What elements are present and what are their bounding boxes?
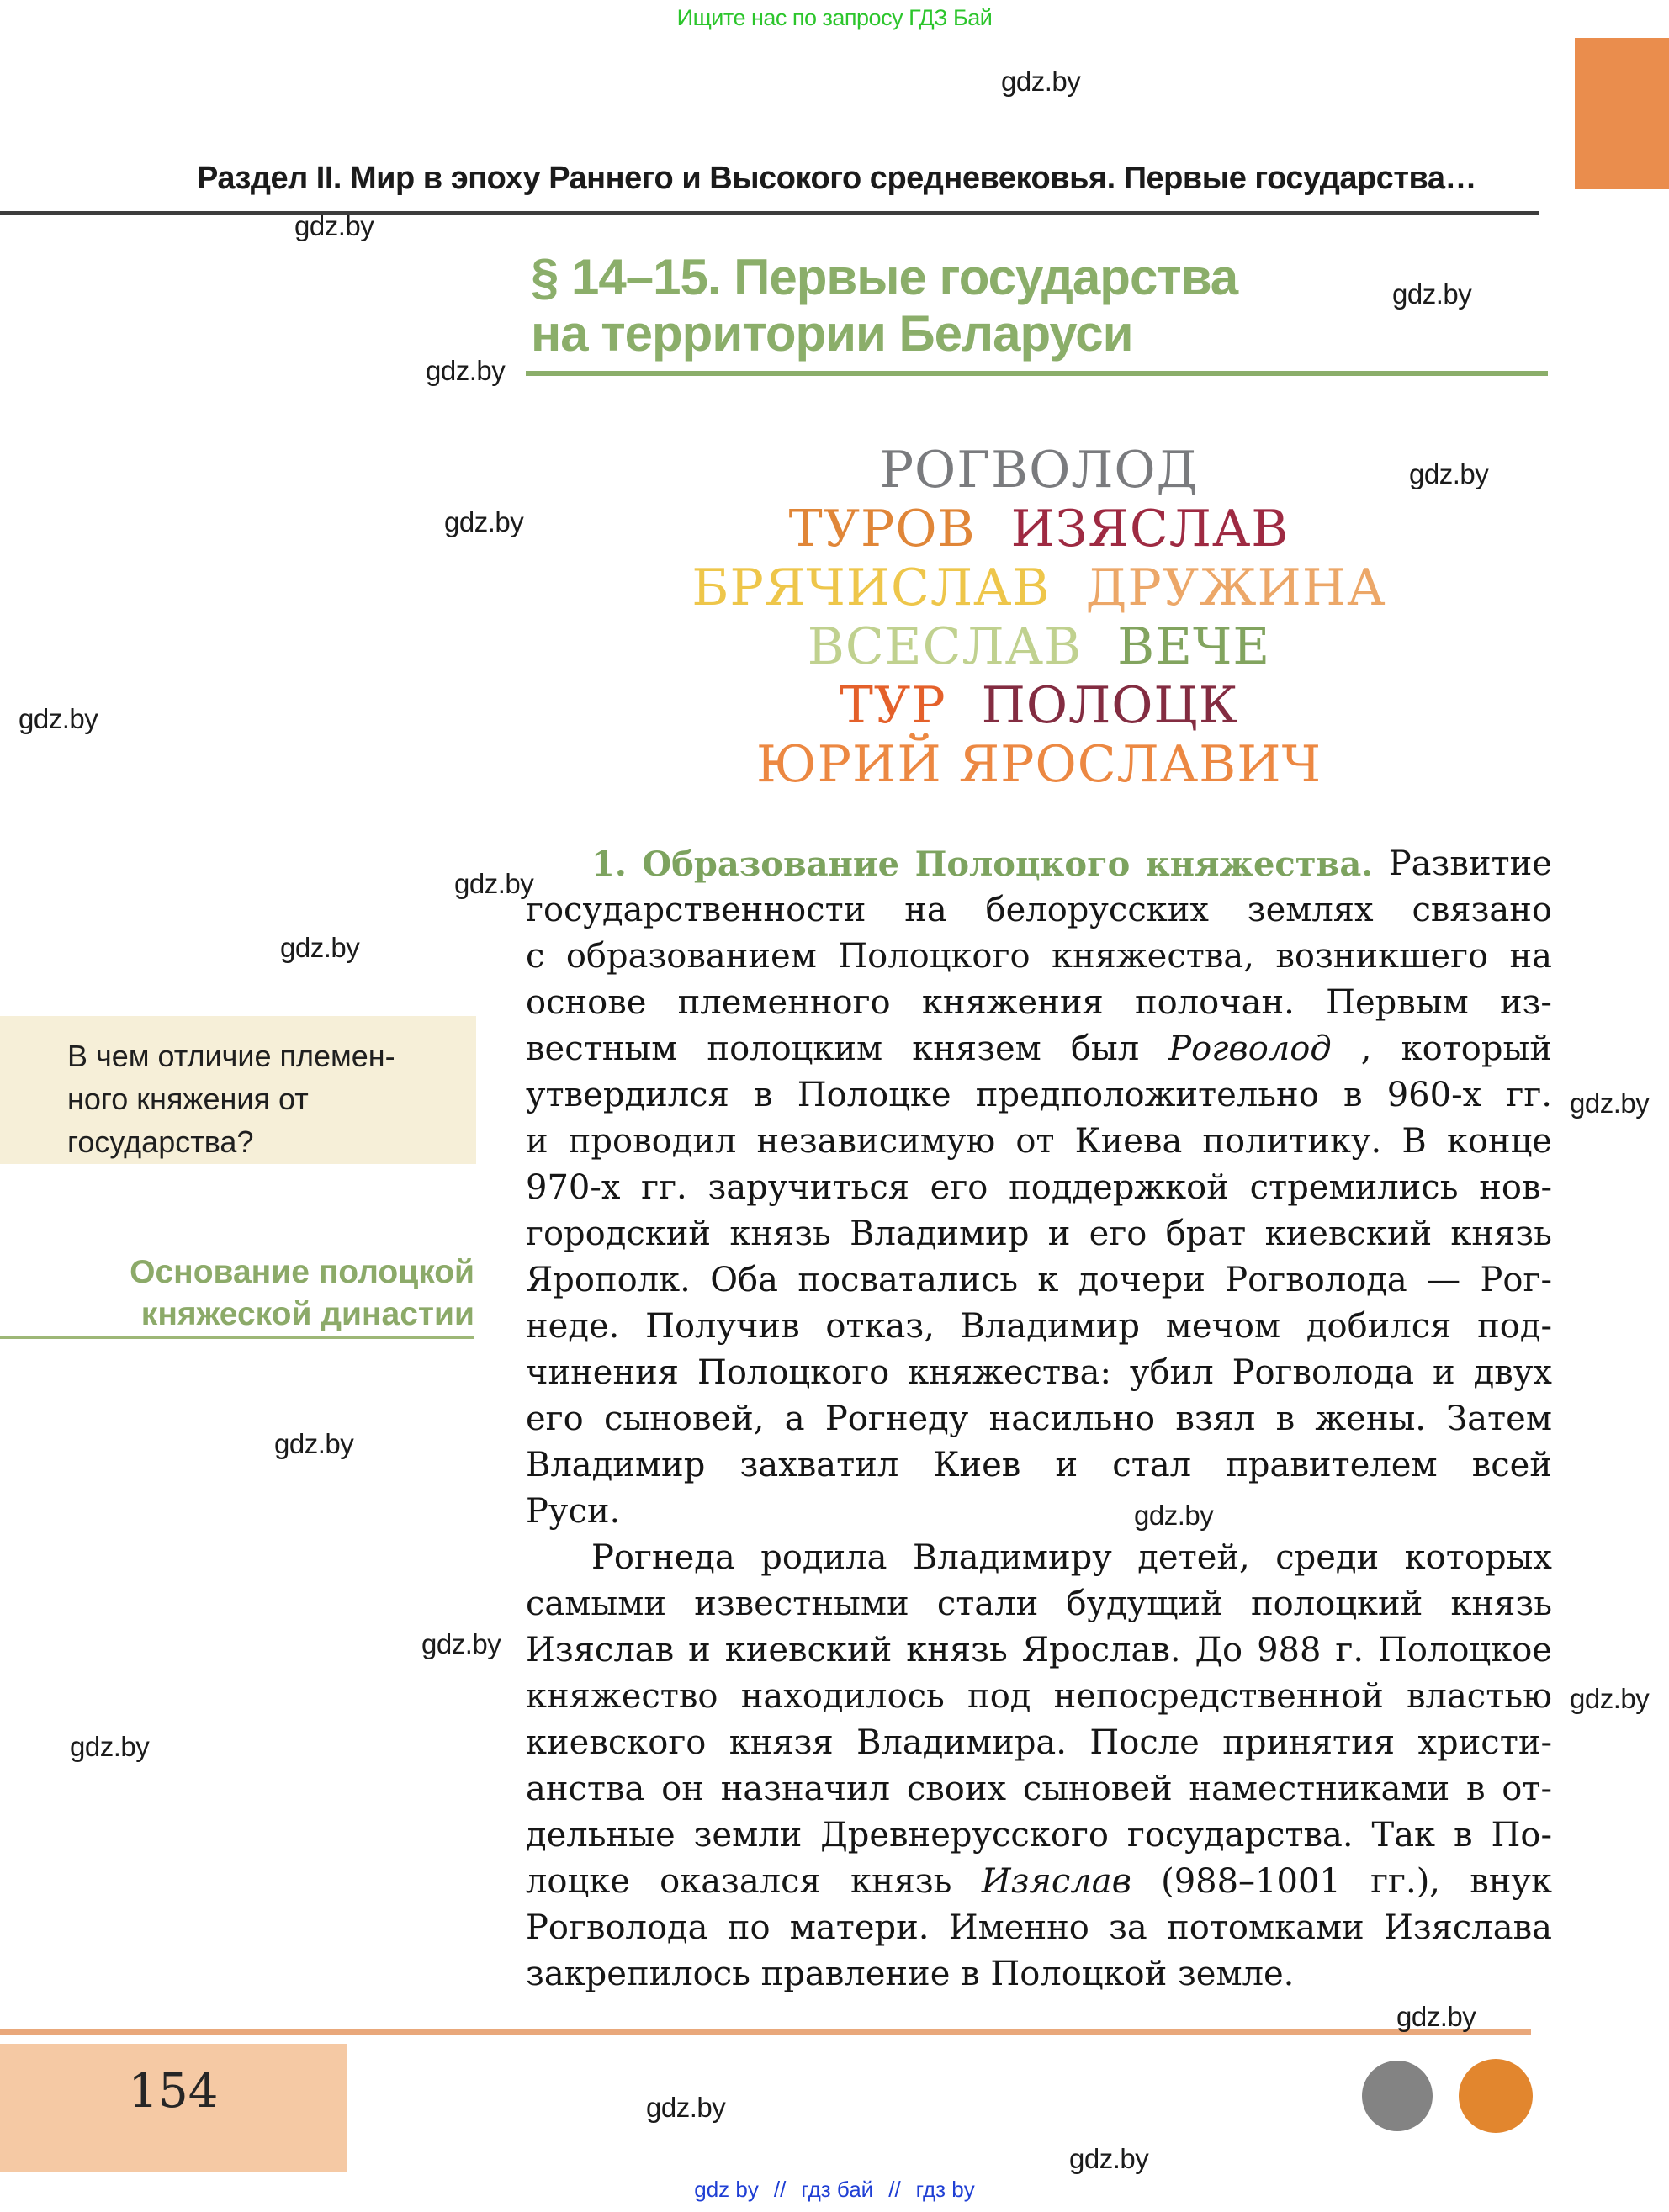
body-word: по xyxy=(727,1908,771,1947)
gdz-watermark: gdz.by xyxy=(1001,66,1081,97)
cloud-word: ТУР xyxy=(839,676,946,735)
body-word: (988–1001 xyxy=(1161,1862,1341,1901)
body-line xyxy=(526,1396,1552,1442)
gdz-watermark: gdz.by xyxy=(646,2092,726,2123)
gdz-watermark: gdz.by xyxy=(19,703,98,734)
body-word: он xyxy=(661,1770,704,1808)
body-line xyxy=(526,1905,1552,1951)
body-word: в xyxy=(1343,1076,1363,1114)
body-word: поддержкой xyxy=(1009,1168,1229,1207)
body-word: дочери xyxy=(1078,1261,1205,1299)
margin-heading xyxy=(0,1252,474,1336)
gdz-watermark: gdz.by xyxy=(1570,1683,1650,1714)
body-word: Именно xyxy=(948,1908,1089,1947)
cloud-row xyxy=(526,500,1552,558)
body-word: стал xyxy=(1112,1446,1192,1484)
gdz-watermark: gdz.by xyxy=(421,1628,501,1659)
body-word: связано xyxy=(1412,891,1552,929)
body-word: Владимира. xyxy=(856,1723,1067,1762)
body-word: княжения xyxy=(921,983,1104,1022)
body-line xyxy=(526,1350,1552,1396)
body-line xyxy=(526,1119,1552,1165)
body-word: Рогволода xyxy=(526,1908,708,1947)
margin-heading-line: княжеской династии xyxy=(140,1296,474,1332)
body-word: полочан. xyxy=(1134,983,1295,1022)
body-text xyxy=(526,841,1552,1998)
body-word: из- xyxy=(1499,983,1552,1022)
body-word: в xyxy=(1465,1770,1486,1808)
body-word: и xyxy=(688,1631,711,1670)
body-subheading-word: Полоцкого xyxy=(914,844,1131,884)
body-word: После xyxy=(1089,1723,1200,1762)
body-word: в xyxy=(754,1076,773,1114)
gdz-watermark: gdz.by xyxy=(1396,2001,1476,2032)
body-word: Полоцкого xyxy=(697,1353,890,1392)
body-line xyxy=(526,1072,1552,1119)
body-word: в xyxy=(961,1955,980,1993)
body-word: княжества, xyxy=(1051,937,1254,976)
body-word: на xyxy=(1509,937,1552,976)
body-line xyxy=(526,934,1552,980)
body-word: христи- xyxy=(1417,1723,1552,1762)
body-word: киевский xyxy=(724,1631,893,1670)
body-line xyxy=(526,1304,1552,1350)
body-word: от- xyxy=(1502,1770,1552,1808)
body-word: отказ, xyxy=(825,1307,935,1346)
body-line xyxy=(526,1859,1552,1905)
body-word: за xyxy=(1109,1908,1147,1947)
body-word: земли xyxy=(693,1816,803,1855)
body-word: жены. xyxy=(1315,1400,1427,1438)
body-word: детей, xyxy=(1137,1538,1250,1577)
gdz-watermark: gdz.by xyxy=(280,932,360,963)
body-word: потомками xyxy=(1167,1908,1364,1947)
body-word: сыновей xyxy=(1022,1770,1173,1808)
body-word: Затем xyxy=(1446,1400,1552,1438)
body-word: своих xyxy=(906,1770,1007,1808)
gdz-watermark: gdz.by xyxy=(274,1428,354,1459)
cloud-row xyxy=(526,558,1552,617)
body-subheading-word: княжества. xyxy=(1145,844,1374,884)
cloud-row xyxy=(526,441,1552,500)
body-word: возникшего xyxy=(1275,937,1489,976)
question-line: В чем отличие племен- xyxy=(67,1039,395,1073)
body-word: двух xyxy=(1473,1353,1552,1392)
body-word: самыми xyxy=(526,1585,666,1623)
body-word: князь xyxy=(850,1862,952,1901)
body-word: был xyxy=(1070,1029,1140,1068)
body-word: Рогнеда xyxy=(591,1538,735,1577)
body-word: его xyxy=(526,1400,584,1438)
cloud-row xyxy=(526,735,1552,794)
gdz-watermark: gdz.by xyxy=(294,210,374,241)
body-word: добился xyxy=(1306,1307,1452,1346)
body-word: г. xyxy=(1335,1631,1364,1670)
body-word: княжества: xyxy=(908,1353,1111,1392)
body-word: в xyxy=(1454,1816,1473,1855)
cloud-word: ВЕЧЕ xyxy=(1117,617,1271,676)
body-word: князя xyxy=(729,1723,834,1762)
body-word: принятия xyxy=(1222,1723,1396,1762)
body-word: оказался xyxy=(660,1862,821,1901)
gdz-watermark: gdz.by xyxy=(1409,458,1489,489)
body-word: его xyxy=(1089,1214,1147,1253)
footer-rule xyxy=(0,2029,1531,2035)
footer-link-separator: // xyxy=(888,2177,901,2202)
body-word: полоцким xyxy=(707,1029,883,1068)
body-line xyxy=(526,1211,1552,1257)
body-word: городский xyxy=(526,1214,712,1253)
body-word: Полоцкое xyxy=(1378,1631,1552,1670)
body-word: князем xyxy=(912,1029,1041,1068)
body-word: и xyxy=(1433,1353,1455,1392)
body-line xyxy=(526,1627,1552,1674)
body-word: известными xyxy=(694,1585,909,1623)
body-word: на xyxy=(904,891,947,929)
gdz-watermark: gdz.by xyxy=(426,355,506,386)
body-subheading-word: Образование xyxy=(642,844,900,884)
header-rule xyxy=(0,211,1539,215)
body-line xyxy=(526,1442,1552,1489)
body-word: полоцкий xyxy=(1251,1585,1423,1623)
footer-link[interactable]: gdz by xyxy=(694,2177,759,2202)
body-line xyxy=(526,1720,1552,1766)
body-word: под- xyxy=(1477,1307,1552,1346)
footer-link[interactable]: гдз бай xyxy=(801,2177,874,2202)
body-word: Киев xyxy=(933,1446,1021,1484)
body-word: стремились xyxy=(1249,1168,1459,1207)
body-word: 970-х xyxy=(526,1168,621,1207)
body-word: , xyxy=(1360,1029,1372,1068)
body-word: Рогволод xyxy=(1168,1029,1332,1068)
body-word: киевского xyxy=(526,1723,707,1762)
body-word: Владимир xyxy=(526,1446,706,1484)
body-word: Ярополк. xyxy=(526,1261,691,1299)
body-word: Рогволода xyxy=(1232,1353,1415,1392)
body-word: До xyxy=(1195,1631,1243,1670)
body-word: землях xyxy=(1247,891,1374,929)
body-word: и xyxy=(1047,1214,1071,1253)
body-word: белорусских xyxy=(985,891,1209,929)
page-number: 154 xyxy=(128,2064,219,2119)
page-title-line1: § 14–15. Первые государства xyxy=(531,249,1238,305)
body-word: будущий xyxy=(1066,1585,1223,1623)
body-word: образованием xyxy=(565,937,817,976)
body-word: — xyxy=(1427,1261,1461,1299)
body-line xyxy=(526,1812,1552,1859)
body-word: Рогволода xyxy=(1225,1261,1407,1299)
body-word: который xyxy=(1401,1029,1552,1068)
body-word: Изяслав xyxy=(981,1862,1131,1901)
body-word: всей xyxy=(1471,1446,1552,1484)
body-word: а xyxy=(784,1400,805,1438)
body-line xyxy=(526,841,1552,887)
margin-question-box xyxy=(0,1016,476,1164)
body-word: 988 xyxy=(1257,1631,1322,1670)
body-word: внук xyxy=(1470,1862,1552,1901)
body-word: Так xyxy=(1371,1816,1436,1855)
body-line xyxy=(526,1951,1552,1998)
body-word: Владимиру xyxy=(912,1538,1112,1577)
body-word: гг.), xyxy=(1370,1862,1441,1901)
body-word: Развитие xyxy=(1388,844,1552,883)
body-word: Владимир xyxy=(850,1214,1030,1253)
body-word: и xyxy=(1055,1446,1078,1484)
body-word: племенного xyxy=(677,983,891,1022)
body-word: властью xyxy=(1407,1677,1552,1716)
body-word: под xyxy=(967,1677,1031,1716)
body-word: В xyxy=(1401,1122,1427,1161)
body-word: чинения xyxy=(526,1353,679,1392)
cloud-word: БРЯЧИСЛАВ xyxy=(691,558,1051,617)
body-word: с xyxy=(526,937,545,976)
title-rule xyxy=(526,371,1548,376)
body-word: заручиться xyxy=(707,1168,909,1207)
body-word: князь xyxy=(729,1214,831,1253)
gdz-watermark: gdz.by xyxy=(1570,1087,1650,1119)
body-word: от xyxy=(1015,1122,1055,1161)
body-line xyxy=(526,1535,1552,1581)
page-title-line2: на территории Беларуси xyxy=(531,305,1133,362)
body-word: брат xyxy=(1165,1214,1247,1253)
cloud-word: ЮРИЙ ЯРОСЛАВИЧ xyxy=(756,735,1322,794)
body-word: дельные xyxy=(526,1816,676,1855)
body-word: Полоцкого xyxy=(838,937,1031,976)
corner-orange-rect xyxy=(1575,38,1669,189)
body-word: закрепилось xyxy=(526,1955,750,1993)
body-line xyxy=(526,887,1552,934)
gdz-watermark: gdz.by xyxy=(454,868,534,899)
body-word: захватил xyxy=(739,1446,899,1484)
body-word: которых xyxy=(1404,1538,1552,1577)
body-word: 960-х xyxy=(1386,1076,1482,1114)
body-word: предположительно xyxy=(975,1076,1319,1114)
body-word: взял xyxy=(1175,1400,1256,1438)
body-word: проводил xyxy=(568,1122,737,1161)
body-line xyxy=(526,1674,1552,1720)
body-line xyxy=(526,1026,1552,1072)
body-word: убил xyxy=(1129,1353,1214,1392)
body-word: правление xyxy=(760,1955,951,1993)
question-line: государства? xyxy=(67,1125,254,1159)
body-word: неде. xyxy=(526,1307,620,1346)
body-line xyxy=(526,1581,1552,1627)
body-word: насильно xyxy=(988,1400,1156,1438)
body-word: земле. xyxy=(1177,1955,1295,1993)
body-line xyxy=(526,1165,1552,1211)
promo-banner: Ищите нас по запросу ГДЗ Бай xyxy=(676,5,993,30)
body-word: Изяслава xyxy=(1383,1908,1552,1947)
body-word: посватались xyxy=(797,1261,1019,1299)
body-word: анства xyxy=(526,1770,645,1808)
body-line xyxy=(526,1257,1552,1304)
body-word: Получив xyxy=(645,1307,800,1346)
body-word: наместниками xyxy=(1189,1770,1450,1808)
body-word: непосредственной xyxy=(1053,1677,1384,1716)
body-word: утвердился xyxy=(526,1076,729,1114)
body-subheading-word: 1. xyxy=(591,844,627,884)
body-word: независимую xyxy=(756,1122,996,1161)
gdz-watermark: gdz.by xyxy=(1069,2143,1149,2174)
body-word: Полоцке xyxy=(797,1076,951,1114)
body-word: княжество xyxy=(526,1677,718,1716)
cloud-word: ИЗЯСЛАВ xyxy=(1010,500,1290,558)
gdz-watermark: gdz.by xyxy=(1134,1500,1214,1531)
cloud-word: ПОЛОЦК xyxy=(981,676,1239,735)
body-word: вестным xyxy=(526,1029,678,1068)
body-word: назначил xyxy=(720,1770,891,1808)
body-word: гг. xyxy=(1506,1076,1552,1114)
body-word: его xyxy=(930,1168,988,1207)
footer-link[interactable]: гдз by xyxy=(915,2177,975,2202)
margin-heading-line: Основание полоцкой xyxy=(130,1254,474,1290)
body-word: мечом xyxy=(1165,1307,1281,1346)
body-word: Ярослав. xyxy=(1021,1631,1181,1670)
cloud-word: ТУРОВ xyxy=(788,500,976,558)
body-word: князь xyxy=(906,1631,1008,1670)
section-header: Раздел II. Мир в эпоху Раннего и Высокого средневековья. Первые государства… xyxy=(197,161,1476,196)
body-word: князь xyxy=(1450,1585,1552,1623)
body-word: правителем xyxy=(1226,1446,1438,1484)
body-word: Древнерусского xyxy=(820,1816,1109,1855)
body-word: сыновей, xyxy=(603,1400,765,1438)
body-word: родила xyxy=(760,1538,887,1577)
body-word: Киева xyxy=(1074,1122,1183,1161)
body-word: гг. xyxy=(641,1168,687,1207)
body-word: По- xyxy=(1491,1816,1552,1855)
body-word: киевский xyxy=(1264,1214,1433,1253)
footer-gray-circle xyxy=(1362,2061,1433,2131)
body-line xyxy=(526,1489,1552,1535)
cloud-row xyxy=(526,617,1552,676)
body-word: государства. xyxy=(1126,1816,1354,1855)
margin-heading-rule xyxy=(0,1336,474,1339)
cloud-word: РОГВОЛОД xyxy=(879,441,1199,500)
footer-link-separator: // xyxy=(773,2177,787,2202)
body-word: Изяслав xyxy=(526,1631,675,1670)
body-word: нов- xyxy=(1479,1168,1552,1207)
body-word: стали xyxy=(936,1585,1039,1623)
footer-links xyxy=(0,2177,1669,2203)
body-word: среди xyxy=(1275,1538,1380,1577)
body-word: политику. xyxy=(1202,1122,1382,1161)
body-word: Рог- xyxy=(1480,1261,1552,1299)
cloud-row xyxy=(526,676,1552,735)
gdz-watermark: gdz.by xyxy=(444,506,524,537)
body-word: и xyxy=(526,1122,548,1161)
body-word: Владимир xyxy=(960,1307,1140,1346)
body-line xyxy=(526,980,1552,1026)
gdz-watermark: gdz.by xyxy=(70,1731,150,1762)
cloud-word: ВСЕСЛАВ xyxy=(807,617,1083,676)
body-word: Оба xyxy=(710,1261,778,1299)
cloud-word: ДРУЖИНА xyxy=(1085,558,1386,617)
body-word: в xyxy=(1275,1400,1295,1438)
body-line xyxy=(526,1766,1552,1812)
key-terms-cloud xyxy=(526,441,1552,794)
body-word: матери. xyxy=(789,1908,930,1947)
body-word: находилось xyxy=(740,1677,945,1716)
body-word: князь xyxy=(1450,1214,1552,1253)
body-word: конце xyxy=(1446,1122,1552,1161)
question-line: ного княжения от xyxy=(67,1082,309,1116)
body-word: лоцке xyxy=(526,1862,630,1901)
body-word: Руси. xyxy=(526,1492,621,1531)
body-word: основе xyxy=(526,983,647,1022)
body-word: Рогнеду xyxy=(824,1400,969,1438)
body-word: к xyxy=(1037,1261,1059,1299)
gdz-watermark: gdz.by xyxy=(1392,278,1472,310)
page-number-box xyxy=(0,2044,347,2172)
body-word: Полоцкой xyxy=(990,1955,1168,1993)
body-word: государственности xyxy=(526,891,866,929)
footer-orange-circle xyxy=(1459,2059,1533,2133)
body-word: Первым xyxy=(1326,983,1469,1022)
